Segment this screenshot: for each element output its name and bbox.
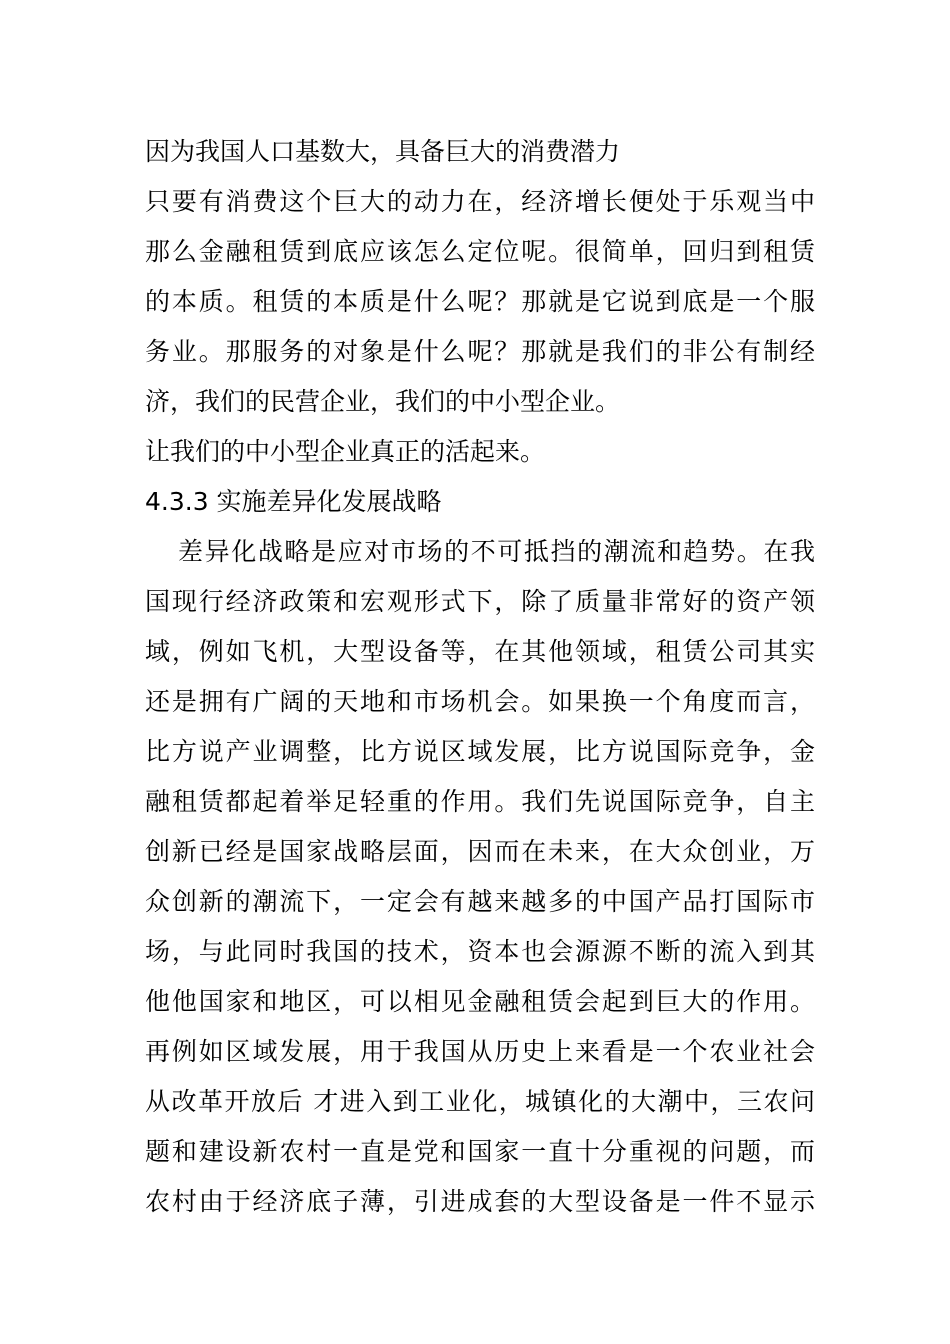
text-line: 务业。那服务的对象是什么呢？那就是我们的非公有制经 [145,337,815,366]
text-line: 融租赁都起着举足轻重的作用。我们先说国际竞争，自主 [145,787,815,816]
text-line: 题和建设新农村一直是党和国家一直十分重视的问题，而 [145,1137,815,1166]
text-line: 国现行经济政策和宏观形式下，除了质量非常好的资产领 [145,587,815,616]
text-line: 再例如区域发展，用于我国从历史上来看是一个农业社会 [145,1037,815,1066]
text-line: 场，与此同时我国的技术，资本也会源源不断的流入到其 [145,937,815,966]
text-line: 他他国家和地区，可以相见金融租赁会起到巨大的作用。 [145,987,815,1016]
text-line: 域，例如飞机，大型设备等，在其他领域，租赁公司其实 [145,637,815,666]
text-line: 济，我们的民营企业，我们的中小型企业。 [145,387,621,416]
text-line: 众创新的潮流下，一定会有越来越多的中国产品打国际市 [145,887,815,916]
paragraph-first-line: 差异化战略是应对市场的不可抵挡的潮流和趋势。在我 [178,537,815,566]
body-text [145,127,815,1227]
text-line: 只要有消费这个巨大的动力在，经济增长便处于乐观当中 [145,187,815,216]
text-line: 从改革开放后 才进入到工业化，城镇化的大潮中，三农问 [145,1087,815,1116]
section-heading: 4.3.3 实施差异化发展战略 [145,487,442,516]
text-line: 农村由于经济底子薄，引进成套的大型设备是一件不显示 [145,1187,815,1216]
text-line: 比方说产业调整，比方说区域发展，比方说国际竞争，金 [145,737,815,766]
text-line: 还是拥有广阔的天地和市场机会。如果换一个角度而言， [145,687,815,716]
text-line: 因为我国人口基数大，具备巨大的消费潜力 [145,137,621,166]
text-line: 的本质。租赁的本质是什么呢？那就是它说到底是一个服 [145,287,815,316]
text-line: 创新已经是国家战略层面，因而在未来，在大众创业，万 [145,837,815,866]
text-line: 让我们的中小型企业真正的活起来。 [145,437,546,466]
text-line: 那么金融租赁到底应该怎么定位呢。很简单，回归到租赁 [145,237,815,266]
